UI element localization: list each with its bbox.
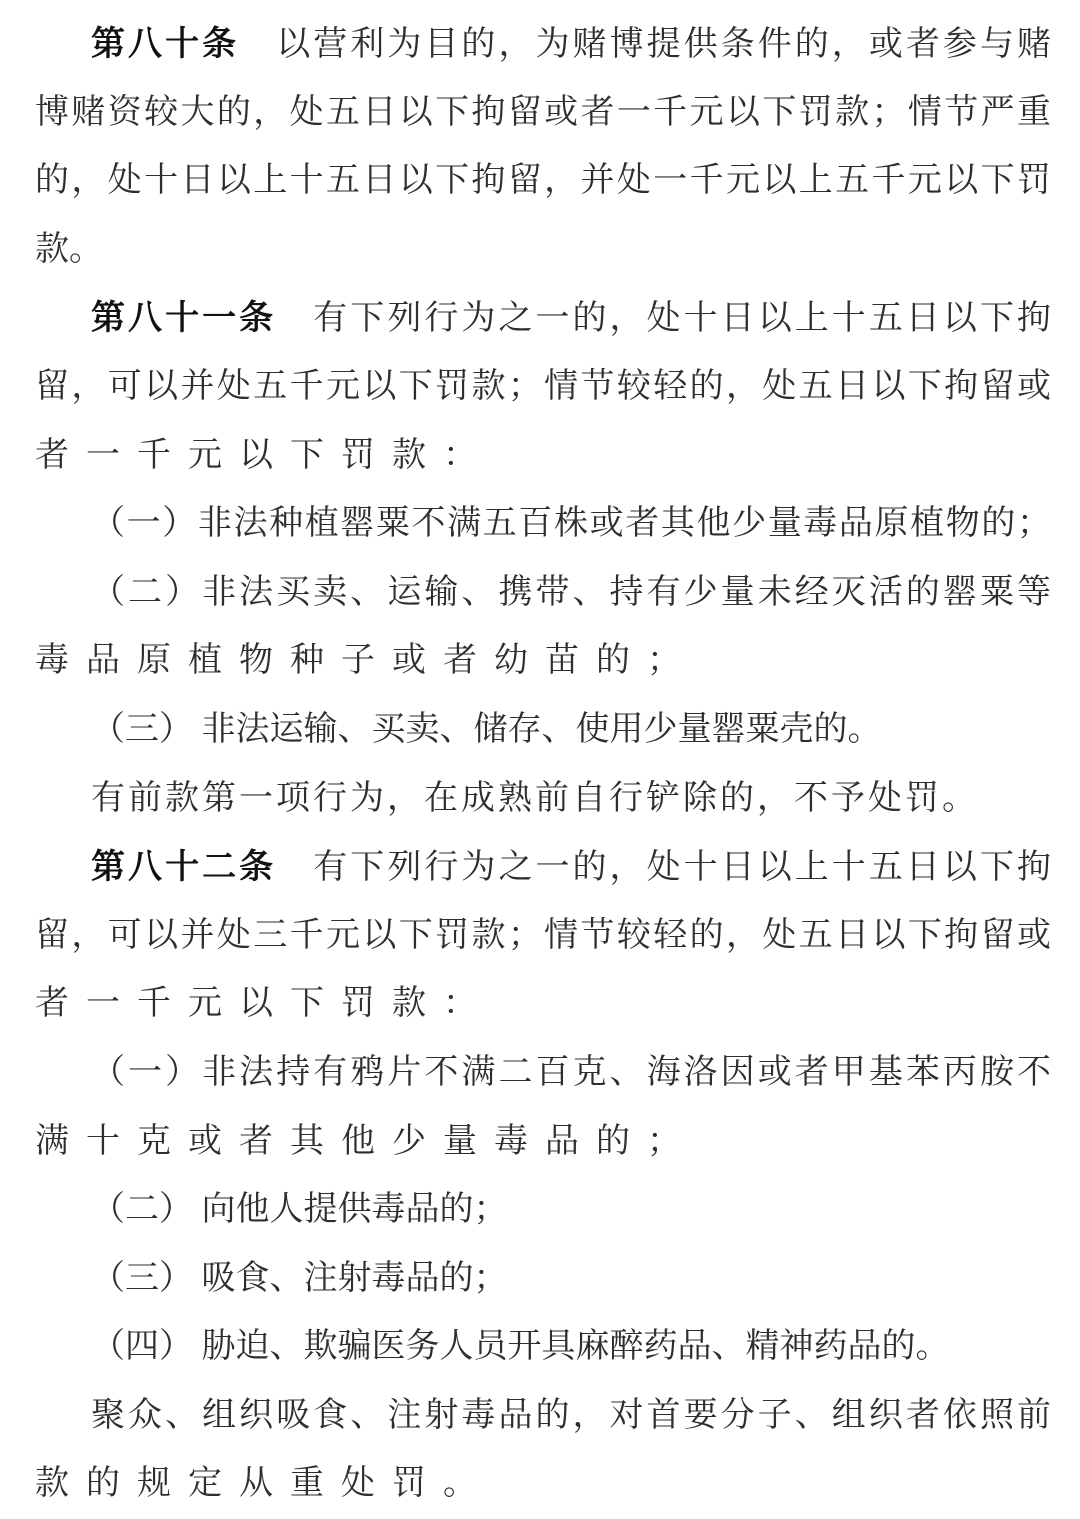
line-text: 者一千元以下罚款：	[35, 985, 494, 1023]
text-line	[35, 490, 1051, 559]
text-line	[35, 1039, 1051, 1108]
line-text: 有下列行为之一的，处十日以上十五日以下拘	[276, 300, 1052, 338]
text-line	[35, 696, 1051, 765]
text-line	[35, 1176, 1051, 1245]
line-text: 以营利为目的，为赌博提供条件的，或者参与赌	[239, 26, 1052, 63]
text-line	[35, 1108, 1051, 1177]
line-text: 有前款第一项行为，在成熟前自行铲除的，不予处罚。	[91, 779, 979, 817]
text-line	[35, 216, 1051, 285]
text-line	[35, 833, 1051, 902]
line-text: 留，可以并处三千元以下罚款；情节较轻的，处五日以下拘留或	[35, 916, 1051, 954]
line-text: 博赌资较大的，处五日以下拘留或者一千元以下罚款；情节严重	[35, 93, 1051, 131]
line-text: （三） 非法运输、买卖、储存、使用少量罂粟壳的。	[91, 710, 882, 748]
line-text: （三） 吸食、注射毒品的；	[91, 1259, 508, 1297]
text-line	[35, 147, 1051, 216]
line-text: 留，可以并处五千元以下罚款；情节较轻的，处五日以下拘留或	[35, 367, 1051, 405]
text-line	[35, 1382, 1051, 1451]
text-line	[35, 627, 1051, 696]
text-line	[35, 79, 1051, 148]
line-text: 者一千元以下罚款：	[35, 436, 494, 474]
text-line	[35, 1313, 1051, 1382]
line-text: 毒品原植物种子或者幼苗的；	[35, 642, 698, 680]
line-text: 有下列行为之一的，处十日以上十五日以下拘	[276, 849, 1052, 887]
text-line	[35, 559, 1051, 628]
text-line	[35, 765, 1051, 834]
line-text: （二） 向他人提供毒品的；	[91, 1191, 508, 1229]
text-line	[35, 970, 1051, 1039]
line-text: 的，处十日以上十五日以下拘留，并处一千元以上五千元以下罚	[35, 162, 1051, 200]
line-text: （四） 胁迫、欺骗医务人员开具麻醉药品、精神药品的。	[91, 1328, 950, 1366]
line-text: 款的规定从重处罚。	[35, 1465, 494, 1503]
text-line	[35, 353, 1051, 422]
text-line	[35, 284, 1051, 353]
article-number: 第八十条	[91, 25, 240, 63]
text-line	[35, 1450, 1051, 1519]
line-text: （二）非法买卖、运输、携带、持有少量未经灭活的罂粟等	[91, 573, 1051, 611]
article-number: 第八十二条	[91, 848, 277, 887]
text-line	[35, 10, 1051, 79]
line-text: （一）非法持有鸦片不满二百克、海洛因或者甲基苯丙胺不	[91, 1053, 1051, 1091]
line-text: 款。	[35, 230, 103, 268]
line-text: （一）非法种植罂粟不满五百株或者其他少量毒品原植物的；	[91, 505, 1051, 543]
line-text: 聚众、组织吸食、注射毒品的，对首要分子、组织者依照前	[91, 1396, 1051, 1434]
line-text: 满十克或者其他少量毒品的；	[35, 1122, 698, 1160]
text-line	[35, 422, 1051, 491]
article-number: 第八十一条	[91, 299, 277, 338]
text-line	[35, 1245, 1051, 1314]
text-line	[35, 902, 1051, 971]
